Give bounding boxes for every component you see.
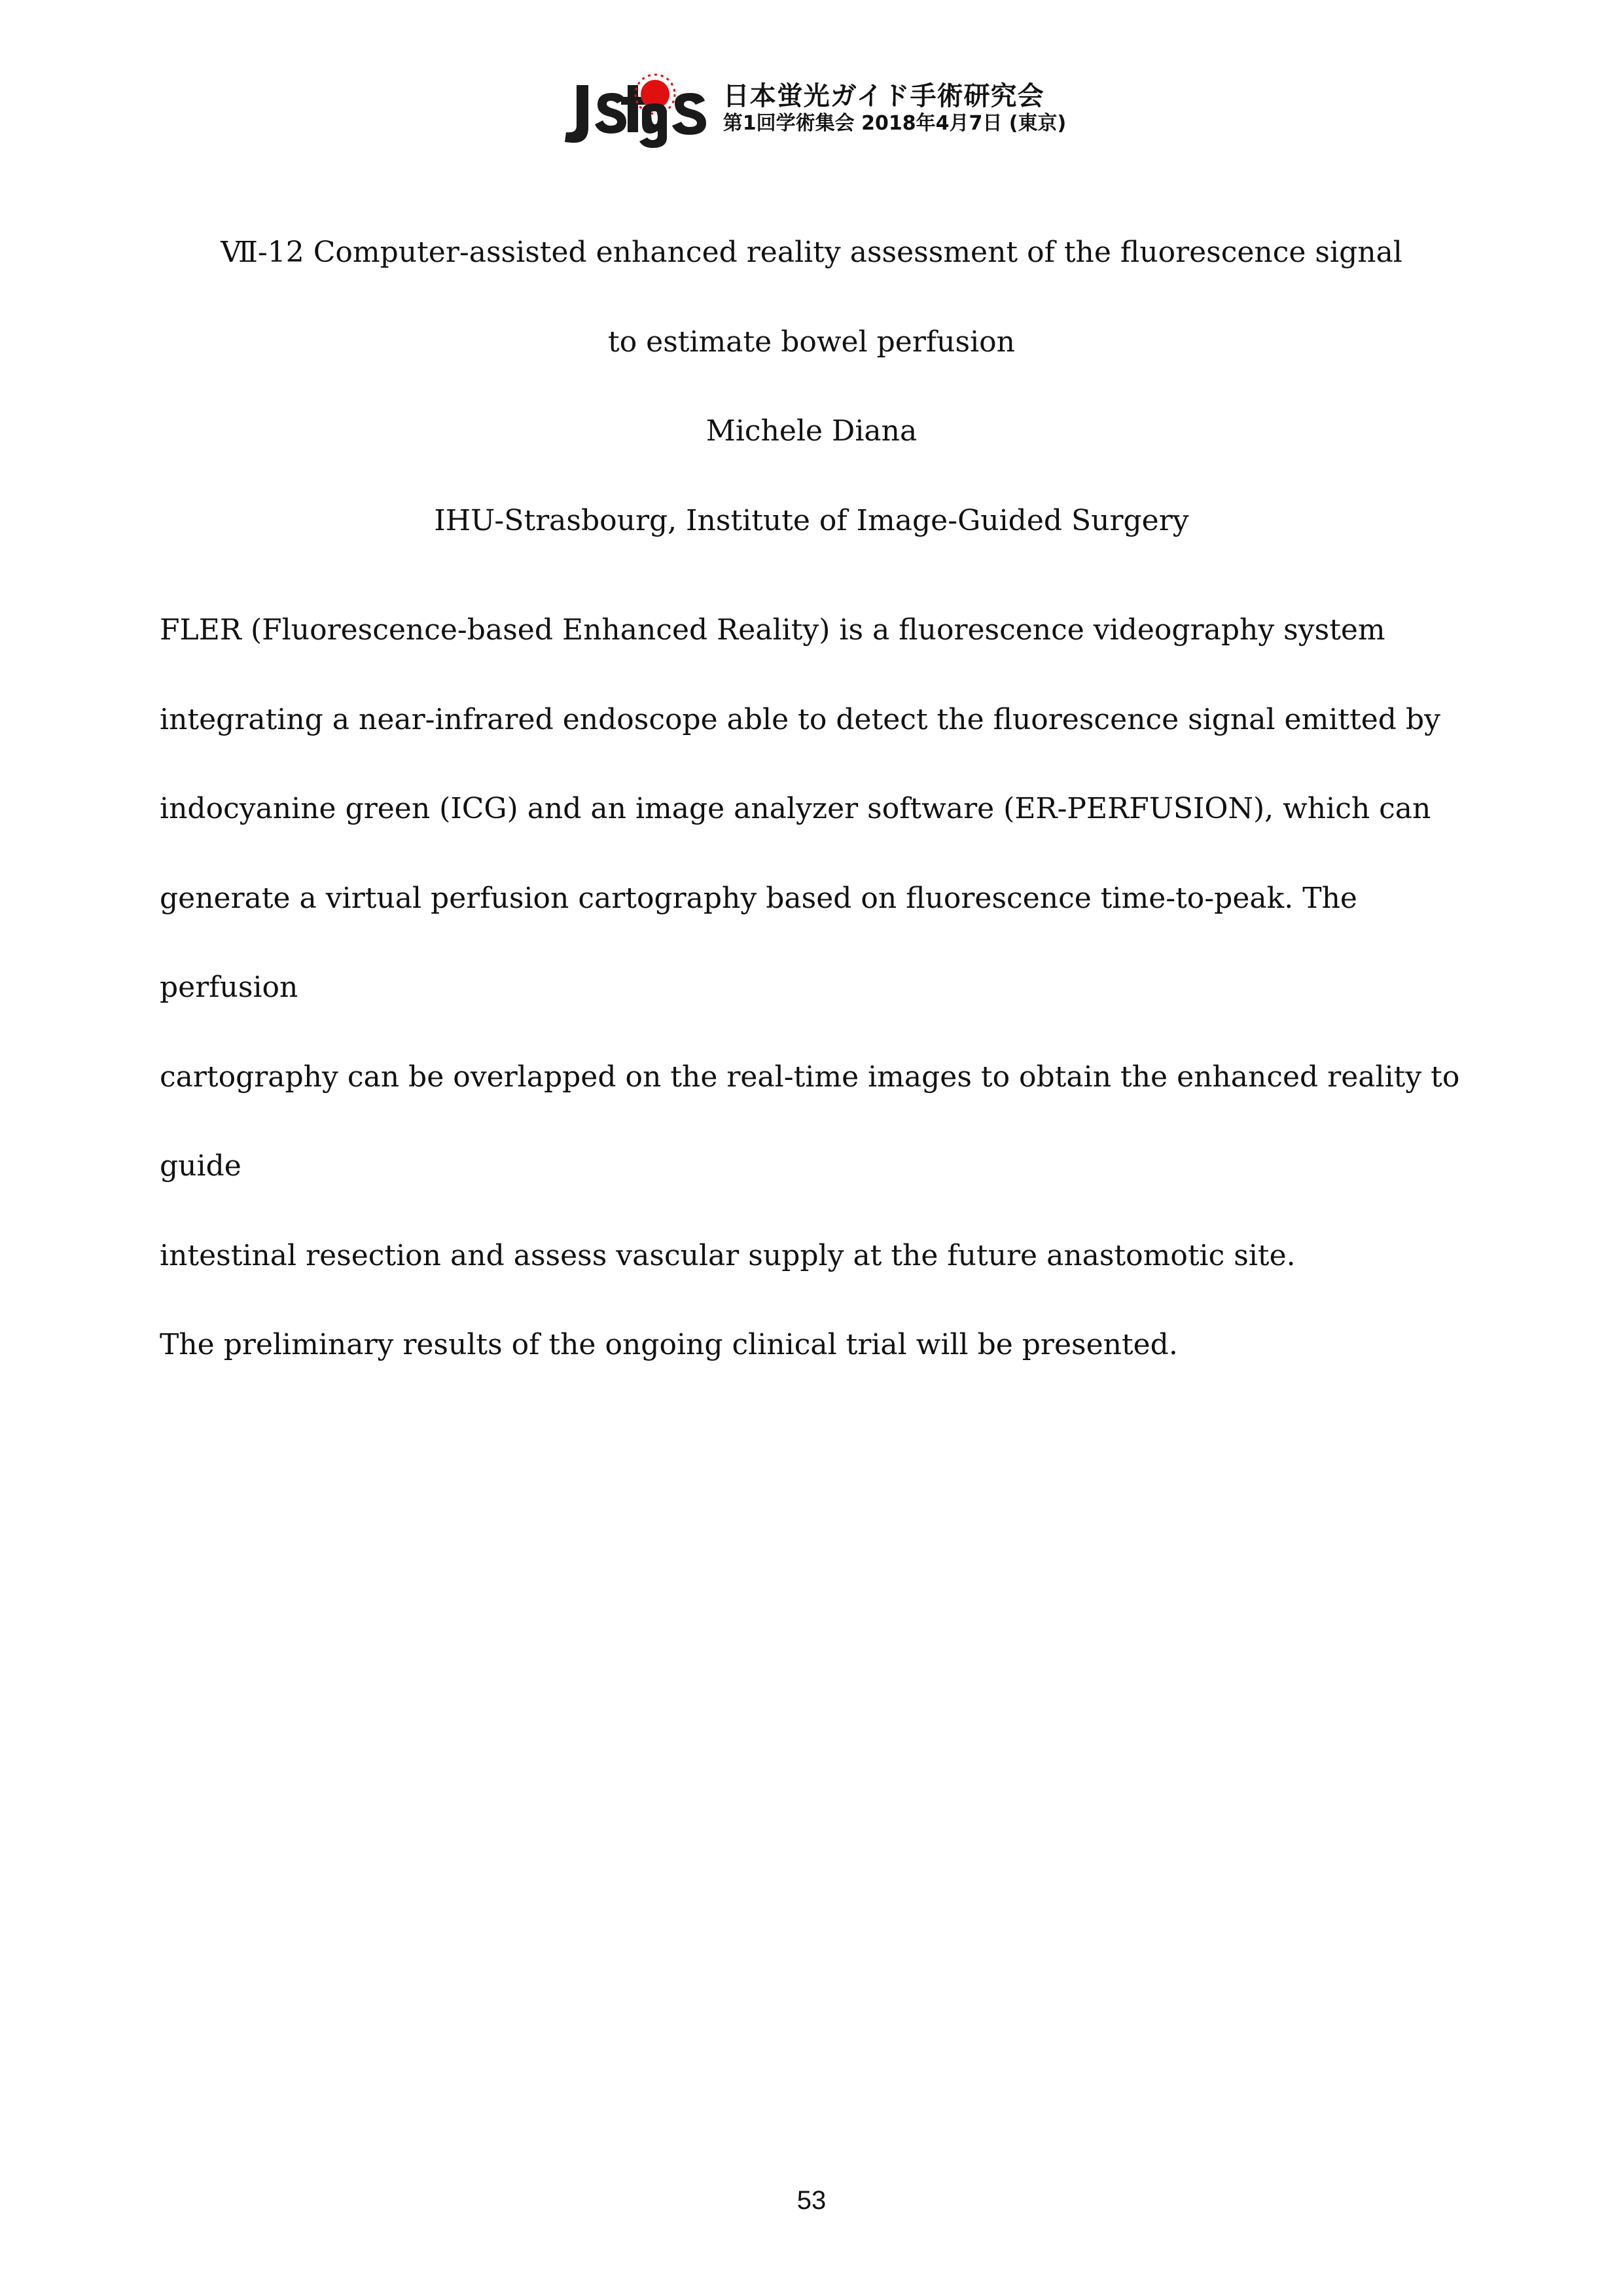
society-logo xyxy=(557,65,714,151)
page-header xyxy=(0,65,1623,151)
abstract-body xyxy=(160,586,1495,1390)
abstract-title-line-1: Ⅶ-12 Computer-assisted enhanced reality assessment of the fluorescence signal xyxy=(221,236,1402,269)
page-number: 53 xyxy=(796,2186,827,2215)
affiliation: IHU-Strasbourg, Institute of Image-Guided Surgery xyxy=(434,504,1189,537)
society-text-block xyxy=(723,81,1066,135)
society-name: 日本蛍光ガイド手術研究会 xyxy=(722,81,1044,111)
meeting-info: 第1回学術集会 2018年4月7日 (東京) xyxy=(722,111,1067,135)
abstract-paragraph-2: The preliminary results of the ongoing clinical trial will be presented. xyxy=(160,1328,1178,1361)
abstract-paragraph-1: FLER (Fluorescence-based Enhanced Reality) is a fluorescence videography system integrating a near-infrared endoscope able to detect the fluorescence signal emitted by indocyanine green (ICG) and an image analyzer software (ER-PERFUSION), which can generate a virtual perfusion cartography based on fluorescence time-to-peak. The perfusion cartography can be overlapped on the real-time images to obtain the enhanced reality to guide intestinal resection and assess vascular supply at the future anastomotic site. xyxy=(160,613,1460,1272)
abstract-title-line-2: to estimate bowel perfusion xyxy=(608,325,1015,359)
author-name: Michele Diana xyxy=(705,414,918,448)
